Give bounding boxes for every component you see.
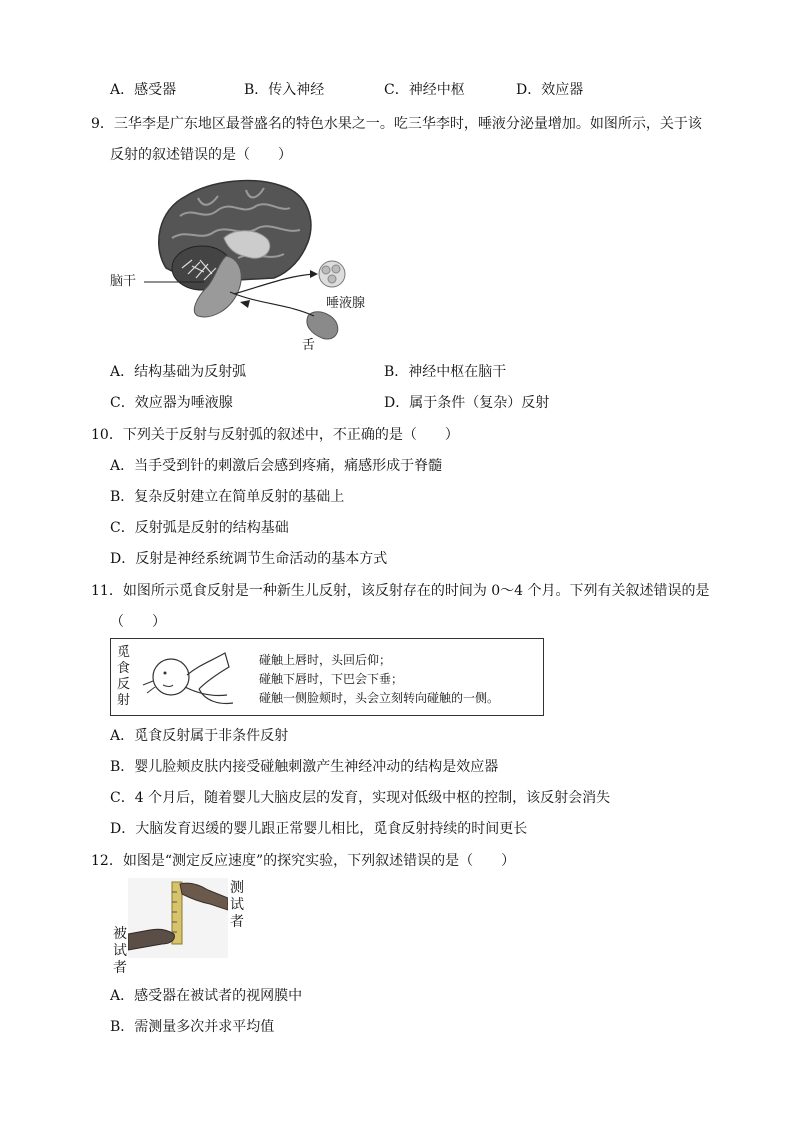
q12-stem: 12．如图是“测定反应速度”的探究实验，下列叙述错误的是（ ）	[91, 853, 516, 869]
brain-reflex-diagram	[108, 176, 388, 354]
q9-option-b[interactable]: B．神经中枢在脑干	[384, 364, 507, 380]
q8-option-d[interactable]: D．效应器	[516, 82, 584, 98]
afferent-nerve	[230, 292, 314, 316]
q11-option-c[interactable]: C．4 个月后，随着婴儿大脑皮层的发育，实现对低级中枢的控制，该反射会消失	[110, 790, 611, 806]
q10-option-c[interactable]: C．反射弧是反射的结构基础	[110, 520, 289, 536]
q11-stem-line1: 11．如图所示觅食反射是一种新生儿反射，该反射存在的时间为 0～4 个月。下列有关叙述错误的是	[91, 583, 710, 599]
q9-option-c[interactable]: C．效应器为唾液腺	[110, 395, 233, 411]
tongue-shape	[307, 312, 338, 339]
q9-stem-line2: 反射的叙述错误的是（ ）	[110, 147, 292, 163]
baby-illustration	[141, 647, 241, 709]
label-brainstem: 脑干	[110, 274, 137, 289]
q10-stem: 10．下列关于反射与反射弧的叙述中，不正确的是（ ）	[91, 427, 459, 443]
q12-option-a[interactable]: A．感受器在被试者的视网膜中	[110, 988, 303, 1004]
label-tester: 测试者	[230, 880, 244, 930]
q10-option-d[interactable]: D．反射是神经系统调节生命活动的基本方式	[110, 551, 388, 567]
box-line-2: 碰触下唇时，下巴会下垂；	[259, 672, 404, 686]
label-subject: 被试者	[113, 926, 127, 976]
q11-stem-line2: （ ）	[110, 614, 166, 630]
q9-stem-line1: 9．三华李是广东地区最誉盛名的特色水果之一。吃三华李时，唾液分泌量增加。如图所示，关于该	[91, 116, 702, 132]
q11-option-b[interactable]: B．婴儿脸颊皮肤内接受碰触刺激产生神经冲动的结构是效应器	[110, 759, 499, 775]
q9-option-d[interactable]: D．属于条件（复杂）反射	[384, 395, 550, 411]
box-side-label: 觅食反射	[117, 645, 131, 708]
q11-option-d[interactable]: D．大脑发育迟缓的婴儿跟正常婴儿相比，觅食反射持续的时间更长	[110, 821, 528, 837]
q8-option-a[interactable]: A．感受器	[110, 82, 177, 98]
q12-option-b[interactable]: B．需测量多次并求平均值	[110, 1019, 275, 1035]
reaction-test-photo	[128, 878, 228, 958]
q10-option-a[interactable]: A．当手受到针的刺激后会感到疼痛，痛感形成于脊髓	[110, 458, 443, 474]
q9-option-a[interactable]: A．结构基础为反射弧	[110, 364, 247, 380]
box-line-1: 碰触上唇时，头回后仰；	[259, 653, 392, 667]
label-salivary-gland: 唾液腺	[326, 296, 366, 311]
box-line-3: 碰触一侧脸颊时，头会立刻转向碰触的一侧。	[259, 691, 500, 705]
rooting-reflex-box	[110, 638, 544, 716]
q11-option-a[interactable]: A．觅食反射属于非条件反射	[110, 728, 289, 744]
q8-option-c[interactable]: C．神经中枢	[384, 82, 465, 98]
label-tongue: 舌	[302, 338, 316, 353]
box-description	[259, 651, 499, 708]
q8-option-b[interactable]: B．传入神经	[244, 82, 325, 98]
q10-option-b[interactable]: B．复杂反射建立在简单反射的基础上	[110, 489, 345, 505]
